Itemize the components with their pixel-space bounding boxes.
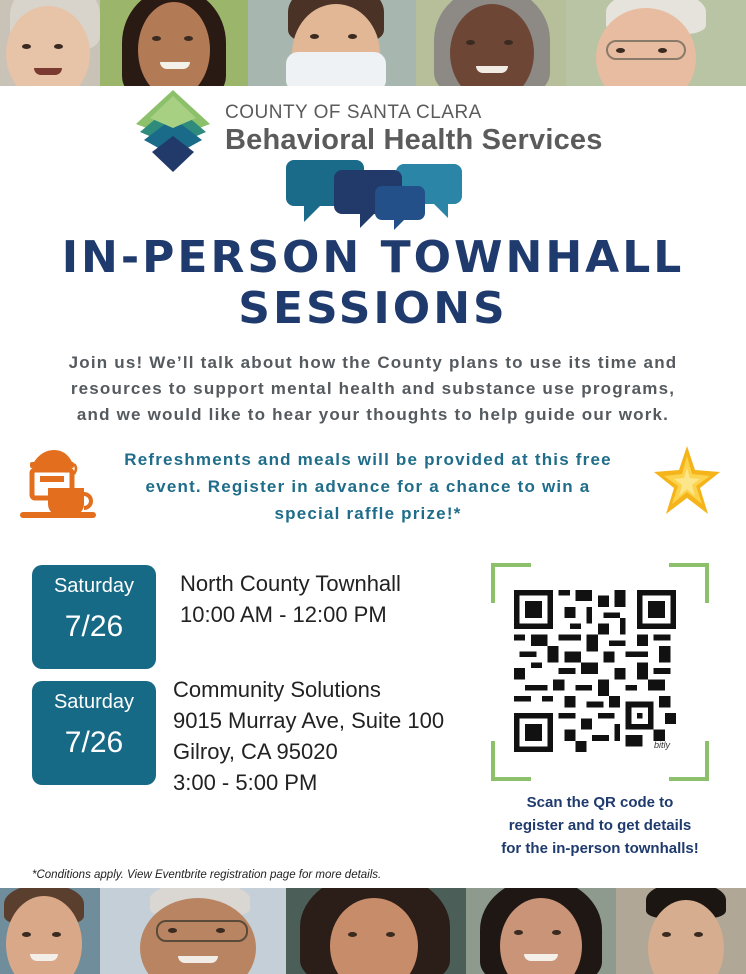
star-burst-icon	[652, 446, 722, 518]
session-date: 7/26	[64, 726, 124, 759]
refreshments-line: Refreshments and meals will be provided at this free	[124, 450, 612, 469]
session-date-box	[32, 681, 156, 785]
qr-brand-label: bitly	[654, 740, 671, 750]
layered-diamond-logo-icon	[136, 90, 210, 172]
intro-line: resources to support mental health and substance use programs,	[70, 379, 676, 398]
top-photo-strip	[0, 0, 746, 86]
intro-line: and we would like to hear your thoughts to help guide our work.	[76, 405, 670, 424]
session-date-box	[32, 565, 156, 669]
photo-older-man-glasses	[566, 0, 746, 86]
session-day: Saturday	[53, 691, 135, 713]
intro-text	[30, 350, 716, 428]
photo-boy-mask	[248, 0, 416, 86]
photo-young-woman	[100, 0, 248, 86]
session-time: 10:00 AM - 12:00 PM	[180, 602, 387, 627]
photo-older-man-glasses	[100, 888, 286, 974]
photo-man-smiling	[0, 888, 100, 974]
bottom-photo-strip	[0, 888, 746, 974]
session-details	[180, 568, 401, 630]
refreshments-line: event. Register in advance for a chance to win a	[145, 477, 591, 496]
session-time: 3:00 - 5:00 PM	[173, 770, 318, 795]
refreshments-line: special raffle prize!*	[274, 504, 462, 523]
qr-caption-line: Scan the QR code to	[526, 794, 674, 811]
photo-young-man	[616, 888, 746, 974]
refreshments-text	[88, 446, 648, 527]
organization-name: Behavioral Health Services	[225, 124, 603, 156]
speech-bubbles-icon	[286, 158, 464, 230]
county-name: COUNTY OF SANTA CLARA	[225, 102, 482, 123]
qr-code[interactable]	[514, 590, 676, 752]
session-city: Gilroy, CA 95020	[173, 739, 338, 764]
session-address: 9015 Murray Ave, Suite 100	[173, 708, 445, 733]
session-location: Community Solutions	[173, 677, 381, 702]
photo-older-woman	[416, 0, 566, 86]
photo-older-woman-glasses	[0, 0, 100, 86]
headline-line2: SESSIONS	[238, 283, 508, 334]
session-date: 7/26	[64, 610, 124, 643]
session-location: North County Townhall	[180, 571, 401, 596]
headline-line1: IN-PERSON TOWNHALL	[61, 232, 685, 283]
qr-caption-line: register and to get details	[508, 817, 692, 834]
session-day: Saturday	[53, 575, 135, 597]
photo-woman-smiling	[466, 888, 616, 974]
qr-caption	[478, 791, 722, 860]
disclaimer-text: *Conditions apply. View Eventbrite registration page for more details.	[32, 869, 382, 881]
session-details	[173, 674, 444, 798]
qr-caption-line: for the in-person townhalls!	[501, 840, 699, 857]
intro-line: Join us! We’ll talk about how the County plans to use its time and	[68, 353, 678, 372]
photo-young-woman-curly	[286, 888, 466, 974]
